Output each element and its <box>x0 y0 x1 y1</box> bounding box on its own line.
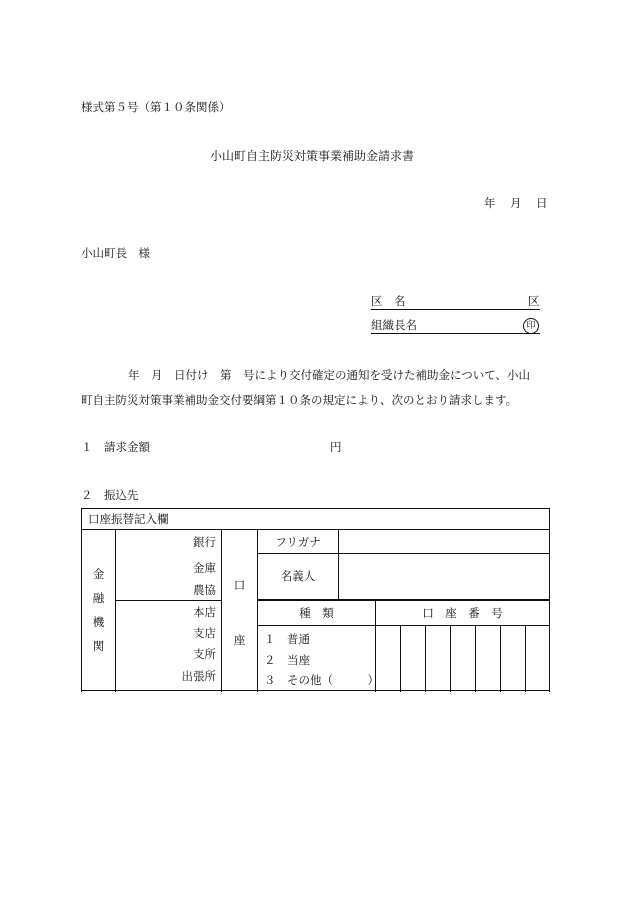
leader-underline <box>371 333 540 334</box>
account-label: 口 座 <box>222 530 258 691</box>
account-type-options[interactable]: １ 普通 ２ 当座 ３ その他（ ） <box>258 626 376 691</box>
account-transfer-table <box>81 508 550 691</box>
holder-label: 名義人 <box>258 554 339 600</box>
branch-type-cell: 本店 支店 支所 出張所 <box>116 601 222 691</box>
leader-label: 組織長名 <box>371 318 417 332</box>
bank-type-cell: 銀行 金庫 農協 <box>116 530 222 601</box>
furigana-label: フリガナ <box>258 530 339 554</box>
seal-mark: 印 <box>523 318 539 334</box>
date-year: 年 <box>484 196 496 210</box>
account-digit-2[interactable] <box>401 626 426 691</box>
date-month: 月 <box>510 196 522 210</box>
furigana-field[interactable] <box>339 530 550 554</box>
amount-unit: 円 <box>330 440 342 454</box>
transfer-label: ２ 振込先 <box>81 488 139 502</box>
seal-wrap <box>523 318 539 334</box>
number-header: 口 座 番 号 <box>376 601 550 626</box>
account-digit-5[interactable] <box>476 626 501 691</box>
account-digit-3[interactable] <box>426 626 451 691</box>
account-digit-6[interactable] <box>501 626 526 691</box>
form-number: 様式第５号（第１０条関係） <box>81 100 231 114</box>
account-digit-7[interactable] <box>526 626 550 691</box>
type-header: 種 類 <box>258 601 376 626</box>
district-label: 区 名 <box>371 294 406 308</box>
account-digit-1[interactable] <box>376 626 401 691</box>
date-day: 日 <box>536 196 548 210</box>
account-digit-4[interactable] <box>451 626 476 691</box>
amount-label: １ 請求金額 <box>81 440 150 454</box>
table-header: 口座振替記入欄 <box>82 509 550 530</box>
body-line-1: 年 月 日付け 第 号により交付確定の通知を受けた補助金について、小山 <box>128 368 531 382</box>
institution-label: 金 融 機 関 <box>82 530 116 691</box>
addressee: 小山町長 様 <box>81 246 150 260</box>
holder-field[interactable] <box>339 554 550 600</box>
document-title: 小山町自主防災対策事業補助金請求書 <box>210 149 415 163</box>
district-suffix: 区 <box>528 294 540 308</box>
body-line-2: 町自主防災対策事業補助金交付要綱第１０条の規定により、次のとおり請求します。 <box>81 393 518 407</box>
district-underline <box>371 309 540 310</box>
